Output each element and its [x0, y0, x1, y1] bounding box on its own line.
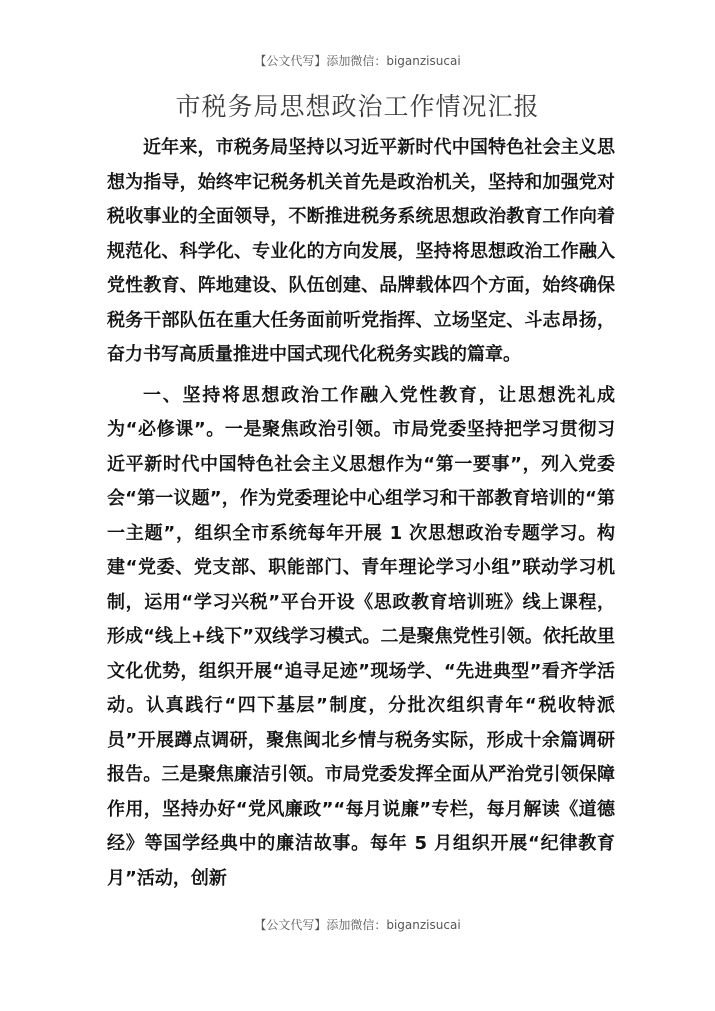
header-watermark-note: 【公文代写】添加微信：biganzisucai: [254, 54, 461, 68]
body-paragraph-section-1: 一、坚持将思想政治工作融入党性教育，让思想洗礼成为“必修课”。一是聚焦政治引领。市局党委坚持把学习贯彻习近平新时代中国特色社会主义思想作为“第一要事”，列入党委会“第一议题”，作为党委理论中心组学习和干部教育培训的“第一主题”，组织全市系统每年开展 1 次思想政治专题学习。构建“党委、党支部、职能部门、青年理论学习小组”联动学习机制，运用“学习兴税”平台开设《思政教育培训班》线上课程，形成“线上+线下”双线学习模式。二是聚焦党性引领。依托故里文化优势，组织开展“追寻足迹”现场学、“先进典型”看齐学活动。认真践行“四下基层”制度，分批次组织青年“税收特派员”开展蹲点调研，聚焦闽北乡情与税务实际，形成十余篇调研报告。三是聚焦廉洁引领。市局党委发挥全面从严治党引领保障作用，坚持办好“党风廉政”“每月说廉”专栏，每月解读《道德经》等国学经典中的廉洁故事。每年 5 月组织开展“纪律教育月”活动，创新: [107, 384, 615, 889]
document-body: [107, 131, 615, 896]
document-title: 市税务局思想政治工作情况汇报: [175, 92, 540, 121]
body-paragraph-intro: 近年来，市税务局坚持以习近平新时代中国特色社会主义思想为指导，始终牢记税务机关首先是政治机关，坚持和加强党对税收事业的全面领导，不断推进税务系统思想政治教育工作向着规范化、科学化、专业化的方向发展，坚持将思想政治工作融入党性教育、阵地建设、队伍创建、品牌载体四个方面，始终确保税务干部队伍在重大任务面前听党指挥、立场坚定、斗志昂扬，奋力书写高质量推进中国式现代化税务实践的篇章。: [107, 137, 615, 365]
footer-watermark-note: 【公文代写】添加微信：biganzisucai: [254, 918, 461, 932]
